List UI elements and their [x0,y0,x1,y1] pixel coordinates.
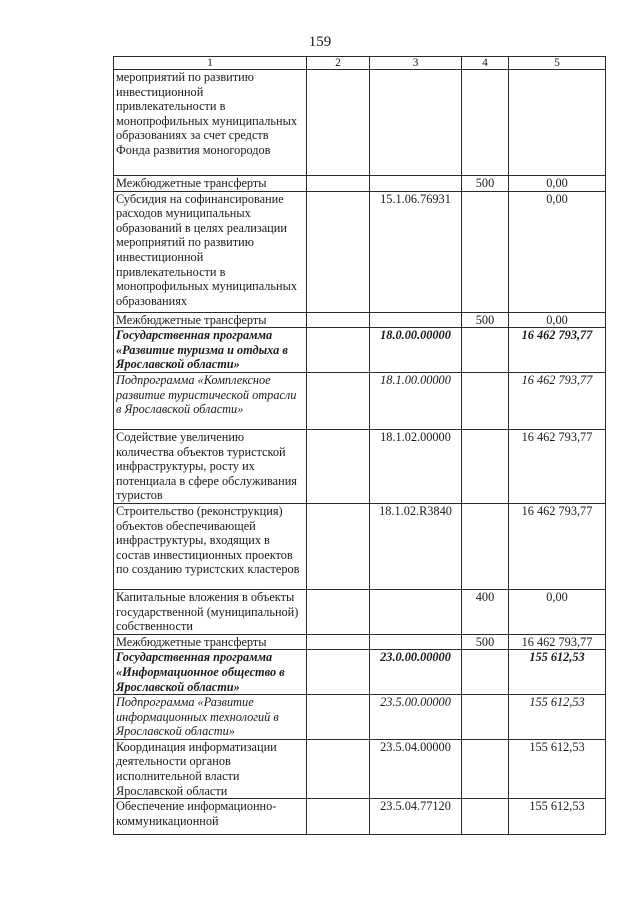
row-code-cell: 23.0.00.00000 [370,650,462,695]
row-amount-cell: 155 612,53 [509,739,606,798]
budget-table [113,56,606,835]
table-row [114,634,606,650]
row-name-cell: Государственная программа «Информационное общество в Ярославской области» [114,650,307,695]
table-row [114,503,606,589]
row-name-cell: Межбюджетные трансферты [114,176,307,192]
row-code-cell: 23.5.04.77120 [370,799,462,835]
row-amount-cell: 0,00 [509,312,606,328]
table-row [114,70,606,176]
row-col2-cell [307,650,370,695]
row-amount-cell: 16 462 793,77 [509,372,606,429]
row-amount-cell: 155 612,53 [509,650,606,695]
row-code-cell: 18.1.02.00000 [370,429,462,503]
header-col-code: 3 [370,57,462,70]
row-col2-cell [307,634,370,650]
row-amount-cell: 155 612,53 [509,695,606,740]
row-code-cell: 23.5.00.00000 [370,695,462,740]
header-col-2: 2 [307,57,370,70]
table-row [114,328,606,373]
row-col2-cell [307,739,370,798]
row-code-cell [370,589,462,634]
row-type-cell [462,372,509,429]
row-type-cell [462,70,509,176]
row-type-cell [462,650,509,695]
row-type-cell [462,695,509,740]
row-amount-cell [509,70,606,176]
row-amount-cell: 16 462 793,77 [509,634,606,650]
row-code-cell: 15.1.06.76931 [370,191,462,312]
row-amount-cell: 16 462 793,77 [509,503,606,589]
row-col2-cell [307,191,370,312]
row-type-cell [462,429,509,503]
header-col-name: 1 [114,57,307,70]
header-col-type: 4 [462,57,509,70]
row-col2-cell [307,372,370,429]
table-header-row [114,57,606,70]
row-col2-cell [307,312,370,328]
row-type-cell [462,503,509,589]
table-row [114,695,606,740]
row-type-cell: 500 [462,176,509,192]
row-code-cell: 18.1.00.00000 [370,372,462,429]
row-name-cell: Капитальные вложения в объекты государственной (муниципальной) собственности [114,589,307,634]
row-code-cell: 18.1.02.R3840 [370,503,462,589]
table-body [114,70,606,835]
row-name-cell: Обеспечение информационно-коммуникационной [114,799,307,835]
row-code-cell [370,312,462,328]
row-col2-cell [307,429,370,503]
row-col2-cell [307,589,370,634]
row-name-cell: Содействие увеличению количества объектов туристской инфраструктуры, росту их потенциала в сфере обслуживания туристов [114,429,307,503]
table-row [114,799,606,835]
row-code-cell [370,634,462,650]
page-number: 159 [308,34,332,50]
row-amount-cell: 16 462 793,77 [509,429,606,503]
table-row [114,191,606,312]
table-row [114,650,606,695]
row-name-cell: Координация информатизации деятельности органов исполнительной власти Ярославской области [114,739,307,798]
table-row [114,312,606,328]
header-col-amount: 5 [509,57,606,70]
table-row [114,429,606,503]
row-type-cell: 400 [462,589,509,634]
table-row [114,739,606,798]
row-name-cell: Субсидия на софинансирование расходов муниципальных образований в целях реализации мероприятий по развитию инвестиционной привлекательности в монопрофильных муниципальных образованиях [114,191,307,312]
row-col2-cell [307,328,370,373]
row-amount-cell: 0,00 [509,176,606,192]
table-row [114,589,606,634]
row-name-cell: мероприятий по развитию инвестиционной привлекательности в монопрофильных муниципальных образованиях за счет средств Фонда развития моногородов [114,70,307,176]
table-row [114,176,606,192]
row-type-cell [462,191,509,312]
row-type-cell: 500 [462,312,509,328]
row-col2-cell [307,70,370,176]
row-name-cell: Межбюджетные трансферты [114,312,307,328]
row-amount-cell: 0,00 [509,191,606,312]
row-name-cell: Подпрограмма «Развитие информационных технологий в Ярославской области» [114,695,307,740]
row-type-cell [462,739,509,798]
row-type-cell: 500 [462,634,509,650]
row-type-cell [462,799,509,835]
row-col2-cell [307,695,370,740]
row-name-cell: Строительство (реконструкция) объектов обеспечивающей инфраструктуры, входящих в состав инвестиционных проектов по созданию туристских кластеров [114,503,307,589]
row-amount-cell: 16 462 793,77 [509,328,606,373]
row-code-cell: 23.5.04.00000 [370,739,462,798]
row-col2-cell [307,799,370,835]
table-row [114,372,606,429]
row-code-cell [370,176,462,192]
row-col2-cell [307,176,370,192]
row-name-cell: Государственная программа «Развитие туризма и отдыха в Ярославской области» [114,328,307,373]
row-col2-cell [307,503,370,589]
row-amount-cell: 0,00 [509,589,606,634]
row-name-cell: Подпрограмма «Комплексное развитие туристической отрасли в Ярославской области» [114,372,307,429]
row-code-cell: 18.0.00.00000 [370,328,462,373]
row-type-cell [462,328,509,373]
row-name-cell: Межбюджетные трансферты [114,634,307,650]
row-code-cell [370,70,462,176]
row-amount-cell: 155 612,53 [509,799,606,835]
